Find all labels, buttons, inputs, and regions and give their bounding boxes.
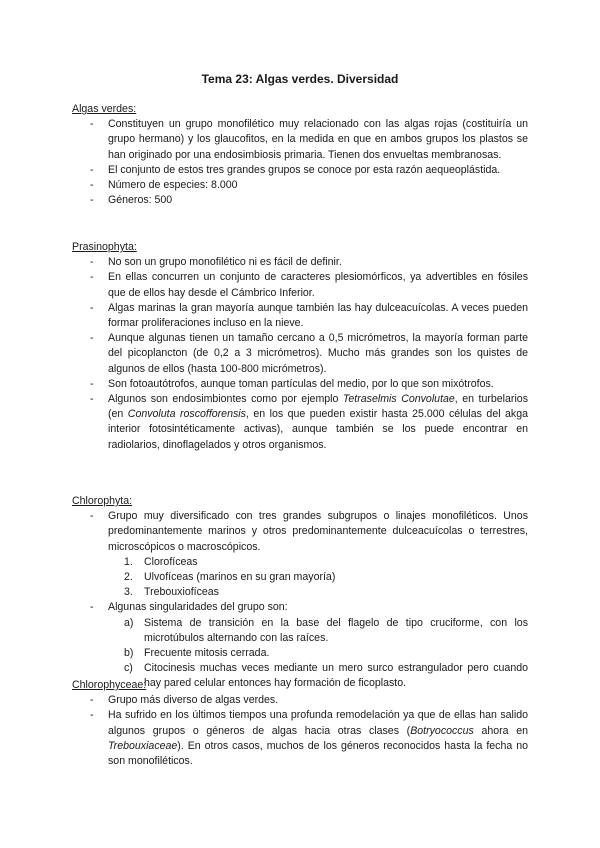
item-text: Clorofíceas: [144, 555, 198, 568]
page-title: Tema 23: Algas verdes. Diversidad: [201, 72, 399, 86]
item-text: Trebouxiofíceas: [144, 586, 219, 599]
section-heading: Chlorophyta:: [72, 495, 133, 507]
item-text: - Algunas singularidades del grupo son:: [108, 601, 288, 614]
list-item: - Número de especies: 8.000: [72, 178, 528, 193]
list-item: - Son fotoautótrofos, aunque toman partículas del medio, por lo que son mixótrofos.: [72, 377, 528, 392]
section-heading: Chlorophyceae:: [72, 679, 147, 691]
numbered-item: [108, 555, 528, 570]
section-prasinophyta: [72, 240, 528, 453]
item-marker: 1.: [124, 555, 133, 568]
numbered-item: [108, 585, 528, 600]
lettered-item: [108, 646, 528, 661]
section-chlorophyta: [72, 494, 528, 692]
list-item: - El conjunto de estos tres grandes grupos se conoce por esta razón aequeoplástida.: [72, 163, 528, 178]
item-text: , en los que pueden existir hasta 25.000 células del akga interior fotosintéticamente activas), aunque también se los puede encontrar en radiolarios, dinoflagelados y otros organismos.: [108, 408, 529, 451]
species-name: Convoluta roscofforensis: [127, 408, 246, 421]
item-text: ahora en: [473, 724, 529, 737]
item-text: - Grupo muy diversificado con tres grandes subgrupos o linajes monofiléticos. Unos predominantemente marinos y otros predominantemente dulceacuícolas o terrestres, microscópicos o macroscópicos.: [108, 510, 528, 553]
item-marker: b): [124, 647, 134, 660]
item-marker: 2.: [124, 571, 133, 584]
item-text: Frecuente mitosis cerrada.: [144, 647, 270, 660]
species-name: Tetraselmis Convolutae: [342, 393, 455, 406]
bullet-list: [72, 693, 528, 769]
section-heading: Algas verdes:: [72, 103, 137, 115]
item-text: ). En otros casos, muchos de los géneros reconocidos hasta la fecha no son monofiléticos.: [108, 739, 528, 768]
bullet-list: [72, 117, 528, 208]
item-text: Ulvofíceas (marinos en su gran mayoría): [144, 571, 336, 584]
lettered-item: [108, 616, 528, 646]
list-item: - Algas marinas la gran mayoría aunque también las hay dulceacuícolas. A veces pueden formar proliferaciones incluso en la nieve.: [72, 301, 528, 331]
section-algas-verdes: [72, 102, 528, 208]
bullet-list: [72, 509, 528, 691]
numbered-list: [108, 555, 528, 601]
item-marker: a): [124, 616, 134, 629]
list-item: - Aunque algunas tienen un tamaño cercano a 0,5 micrómetros, la mayoría forman parte del picoplancton (de 0,2 a 3 micrómetros). Mucho más grandes son los quistes de algunos de ellos (hasta 100-800 micrómetros).: [72, 331, 528, 377]
section-chlorophyceae: [72, 678, 528, 769]
item-text: , en turbelarios (en: [108, 393, 528, 421]
item-text: Algunos son endosimbiontes como por ejemplo: [108, 393, 343, 406]
item-text: Ha sufrido en los últimos tiempos una profunda remodelación ya que de ellas han salido algunos grupos o géneros de algas hacia otras clases (: [108, 709, 528, 737]
numbered-item: [108, 570, 528, 585]
section-heading: Prasinophyta:: [72, 241, 137, 253]
list-item: - Grupo más diverso de algas verdes.: [72, 693, 528, 708]
family-name: Trebouxiaceae: [108, 739, 178, 752]
list-item: [72, 509, 528, 600]
item-text: Citocinesis muchas veces mediante un mero surco estrangulador pero cuando hay pared celular entonces hay formación de ficoplasto.: [144, 662, 528, 690]
genus-name: Botryococcus: [410, 724, 474, 737]
item-marker: 3.: [124, 586, 133, 599]
list-item: [72, 708, 528, 769]
list-item: [72, 392, 528, 453]
list-item: - No son un grupo monofilético ni es fácil de definir.: [72, 255, 528, 270]
list-item: - En ellas concurren un conjunto de caracteres plesiomórficos, ya advertibles en fósiles que de ellos hay desde el Cámbrico Inferior.: [72, 270, 528, 300]
item-text: Sistema de transición en la base del flagelo de tipo cruciforme, con los microtúbulos alternando con las raíces.: [144, 616, 528, 644]
list-item: - Constituyen un grupo monofilético muy relacionado con las algas rojas (costituiría un grupo hermano) y los glaucofitos, en la medida en que en ambos grupos los plastos se han originado por una endosimbiosis primaria. Tienen dos envueltas membranosas.: [72, 117, 528, 163]
item-marker: c): [124, 662, 133, 675]
bullet-list: [72, 255, 528, 453]
list-item: - Géneros: 500: [72, 193, 528, 208]
